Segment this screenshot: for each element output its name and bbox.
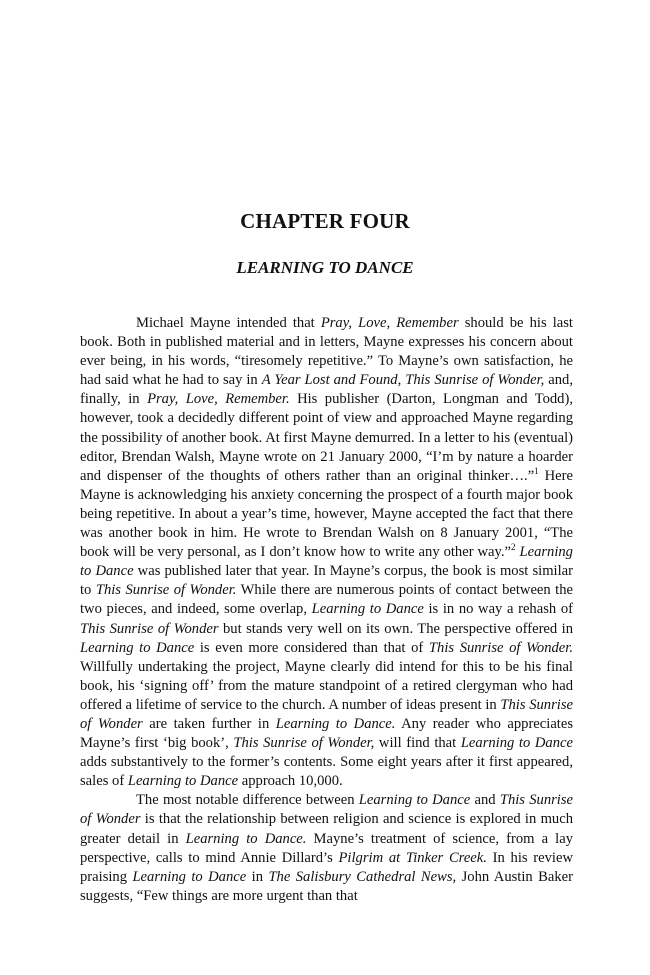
body-text-run: The most notable difference between	[136, 792, 359, 809]
italic-title-text: This Sunrise of Wonder.	[428, 639, 573, 656]
footnote-marker: 2	[511, 542, 516, 553]
body-text-run: is even more considered than that of	[194, 639, 429, 656]
italic-title-text: Pray, Love, Remember.	[147, 391, 290, 408]
body-text-run: is that the relationship between religion and science is explored in much greater detail in	[80, 811, 573, 847]
chapter-title: CHAPTER FOUR	[240, 209, 410, 233]
body-text-run: in	[246, 868, 269, 885]
body-text-run: should be his last book. Both in published material and in letters, Mayne expresses his concern about ever being, in his words, “tiresomely repetitive.” To Mayne’s own satisfaction, he had said what he had to say in	[80, 315, 573, 389]
body-text-run: and	[470, 792, 500, 809]
body-text-run: will find that	[374, 735, 461, 752]
italic-title-text: This Sunrise of Wonder	[80, 792, 574, 828]
body-text-run: is in no way a rehash of	[423, 601, 573, 618]
italic-title-text: Learning to Dance.	[275, 715, 396, 732]
body-text	[80, 314, 573, 906]
italic-title-text: This Sunrise of Wonder,	[233, 735, 375, 752]
italic-title-text: Learning to Dance	[358, 792, 471, 809]
italic-title-text: The Salisbury Cathedral News,	[268, 868, 457, 885]
italic-title-text: This Sunrise of Wonder	[80, 696, 573, 732]
body-text-run: Mayne’s treatment of science, from a lay perspective, calls to mind Annie Dillard’s	[80, 830, 573, 866]
body-text-run: Any reader who appreciates Mayne’s first ‘big book’,	[80, 715, 574, 752]
italic-title-text: Learning to Dance	[80, 639, 195, 656]
italic-title-text: Learning to Dance.	[185, 830, 307, 847]
italic-title-text: Pilgrim at Tinker Creek.	[338, 849, 487, 866]
body-text-run: but stands very well on its own. The perspective offered in	[218, 620, 574, 637]
italic-title-text: This Sunrise of Wonder	[80, 620, 219, 637]
body-text-run: In his review praising	[80, 849, 573, 885]
chapter-subtitle: LEARNING TO DANCE	[236, 258, 414, 277]
body-text-run: While there are numerous points of contact between the two pieces, and indeed, some overlap,	[80, 582, 574, 618]
italic-title-text: Learning to Dance	[80, 544, 573, 580]
body-text-run: approach 10,000.	[238, 773, 343, 790]
body-text-run: was published later that year. In Mayne’s corpus, the book is most similar to	[80, 563, 573, 599]
paragraph	[80, 791, 573, 906]
body-text-run: Here Mayne is acknowledging his anxiety concerning the prospect of a fourth major book being repetitive. In about a year’s time, however, Mayne accepted the fact that there was another book in him. He wrote to Brendan Walsh on 8 January 2001, “The book will be very personal, as I don’t know how to write any other way.”	[80, 467, 573, 561]
italic-title-text: Learning to Dance	[132, 868, 247, 885]
body-text-run: are taken further in	[142, 715, 276, 732]
body-text-run: Willfully undertaking the project, Mayne clearly did intend for this to be his final book, his ‘signing off’ from the mature standpoint of a retired clergyman who had offered a lifetime of service to the church. A number of ideas present in	[80, 658, 573, 713]
italic-title-text: Learning to Dance	[311, 601, 424, 618]
italic-title-text: Learning to Dance	[460, 735, 573, 752]
body-text-run: John Austin Baker suggests, “Few things are more urgent than that	[80, 868, 573, 904]
italic-title-text: This Sunrise of Wonder.	[95, 582, 237, 599]
italic-title-text: Pray, Love, Remember	[320, 315, 459, 331]
body-text-run: and, finally, in	[80, 372, 574, 408]
body-text-run: Michael Mayne intended that	[136, 315, 321, 331]
footnote-marker: 1	[534, 465, 539, 476]
italic-title-text: Learning to Dance	[127, 773, 239, 790]
body-text-run: adds substantively to the former’s contents. Some eight years after it first appeared, sales of	[80, 754, 573, 790]
body-text-run: His publisher (Darton, Longman and Todd), however, took a decidedly different point of view and approached Mayne regarding the possibility of another book. At first Mayne demurred. In a letter to his (eventual) editor, Brendan Walsh, Mayne wrote on 21 January 2000, “I’m by nature a hoarder and dispenser of the thoughts of others rather than an original thinker….”	[80, 391, 573, 484]
paragraph	[80, 314, 573, 791]
italic-title-text: A Year Lost and Found, This Sunrise of Wonder,	[261, 372, 545, 389]
